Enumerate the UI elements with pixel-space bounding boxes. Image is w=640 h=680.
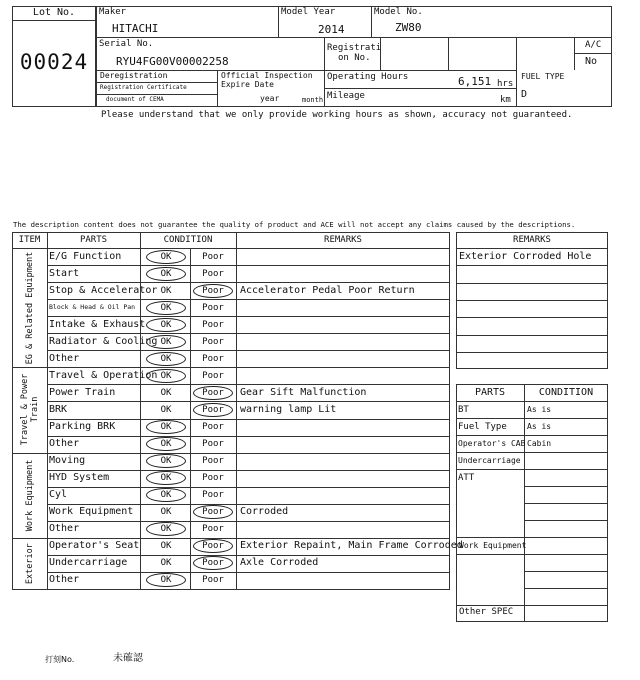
condition-poor: Poor <box>193 386 233 400</box>
right-condition-header: CONDITION <box>538 387 594 398</box>
serial-value: RYU4FG00V00002258 <box>116 55 229 68</box>
condition-ok: OK <box>146 454 186 468</box>
remark-text: Gear Sift Malfunction <box>240 386 367 398</box>
condition-poor: Poor <box>193 284 233 298</box>
fuel-type-label: FUEL TYPE <box>521 72 565 81</box>
stamp-value: 未確認 <box>113 653 143 664</box>
condition-poor: Poor <box>202 439 224 450</box>
part-name: Cyl <box>49 489 68 501</box>
registration-label-1: Registrati <box>327 43 382 53</box>
part-name: HYD System <box>49 472 110 484</box>
condition-ok: OK <box>146 318 186 332</box>
condition-ok: OK <box>146 335 186 349</box>
condition-poor: Poor <box>202 353 224 364</box>
km-unit: km <box>500 95 511 105</box>
ac-label: A/C <box>585 40 602 50</box>
condition-poor: Poor <box>202 319 224 330</box>
operating-hours-label: Operating Hours <box>327 72 409 82</box>
right-remarks-header: REMARKS <box>513 235 551 245</box>
right-part-condition: Cabin <box>527 439 552 448</box>
part-name: BRK <box>49 403 68 415</box>
condition-ok: OK <box>146 352 186 366</box>
part-name: Radiator & Cooling <box>49 335 158 347</box>
part-name: Moving <box>49 455 86 467</box>
condition-ok: OK <box>146 250 186 264</box>
right-part-name: BT <box>458 404 469 415</box>
condition-poor: Poor <box>202 370 224 381</box>
condition-poor: Poor <box>202 336 224 347</box>
condition-poor: Poor <box>193 505 233 519</box>
condition-ok: OK <box>160 558 172 569</box>
condition-ok: OK <box>146 301 186 315</box>
part-name: Block & Head & Oil Pan <box>49 303 136 312</box>
right-other-spec-label: Other SPEC <box>459 607 514 617</box>
deregistration-label: Deregistration <box>100 71 168 80</box>
condition-ok: OK <box>160 507 172 518</box>
part-name: Start <box>49 267 80 279</box>
header-parts: PARTS <box>79 235 108 245</box>
condition-poor: Poor <box>202 490 224 501</box>
lot-number: 00024 <box>19 50 89 74</box>
right-part-name: Undercarriage <box>458 455 521 465</box>
header-condition: CONDITION <box>163 235 213 245</box>
condition-poor: Poor <box>202 302 224 313</box>
condition-ok: OK <box>160 541 172 552</box>
month-label: month <box>302 96 324 104</box>
part-name: Undercarriage <box>49 557 128 569</box>
group-label: Exterior <box>25 542 35 584</box>
group-label: Travel & Power Train <box>20 374 40 446</box>
mileage-label: Mileage <box>327 91 365 101</box>
condition-poor: Poor <box>202 268 224 279</box>
condition-poor: Poor <box>202 456 224 467</box>
condition-ok: OK <box>146 369 186 383</box>
condition-ok: OK <box>146 573 186 587</box>
condition-poor: Poor <box>193 556 233 570</box>
maker-value: HITACHI <box>112 22 159 35</box>
remark-text: Exterior Repaint, Main Frame Corroded <box>240 540 463 552</box>
condition-poor: Poor <box>193 403 233 417</box>
disclaimer-text: The description content does not guarantee the quality of product and ACE will not accept any claims caused by the descriptions. <box>13 220 576 229</box>
ac-value: No <box>585 56 598 67</box>
right-remark-text: Exterior Corroded Hole <box>459 251 592 262</box>
model-no-value: ZW80 <box>395 21 422 34</box>
condition-ok: OK <box>146 420 186 434</box>
remark-text: Corroded <box>240 506 289 518</box>
part-name: Other <box>49 352 80 364</box>
right-parts-header: PARTS <box>474 387 506 398</box>
right-part-condition: As is <box>527 405 552 414</box>
operating-hours-value: 6,151 <box>458 75 492 88</box>
part-name: Work Equipment <box>49 506 134 518</box>
part-name: Stop & Accelerator <box>49 284 158 296</box>
maker-label: Maker <box>99 7 127 17</box>
header-remarks: REMARKS <box>324 235 362 245</box>
part-name: Power Train <box>49 386 116 398</box>
condition-ok: OK <box>146 522 186 536</box>
condition-ok: OK <box>146 267 186 281</box>
condition-ok: OK <box>146 437 186 451</box>
condition-ok: OK <box>160 404 172 415</box>
registration-label-2: on No. <box>338 53 371 63</box>
condition-ok: OK <box>146 471 186 485</box>
reg-cert-label: Registration Certificate <box>100 84 187 91</box>
condition-poor: Poor <box>202 422 224 432</box>
notice-text: Please understand that we only provide working hours as shown, accuracy not guaranteed. <box>101 110 573 120</box>
condition-poor: Poor <box>202 575 224 586</box>
right-work-equipment-label: Work Equipment <box>459 541 527 550</box>
lot-label: Lot No. <box>32 7 76 18</box>
right-part-name: Fuel Type <box>458 421 507 432</box>
stamp-label: 打刻No. <box>45 655 75 664</box>
year-label: year <box>260 94 280 103</box>
condition-ok: OK <box>160 387 172 398</box>
condition-poor: Poor <box>202 473 224 484</box>
part-name: Intake & Exhaust <box>49 318 146 330</box>
condition-poor: Poor <box>193 539 233 553</box>
right-part-name: ATT <box>458 472 475 483</box>
remark-text: Accelerator Pedal Poor Return <box>240 284 415 296</box>
serial-label: Serial No. <box>99 39 154 49</box>
group-label: Work Equipment <box>25 459 35 532</box>
part-name: Other <box>49 574 80 586</box>
hrs-unit: hrs <box>497 79 514 89</box>
part-name: Other <box>49 438 80 450</box>
model-no-label: Model No. <box>374 7 423 17</box>
header-item: ITEM <box>18 235 41 245</box>
part-name: Parking BRK <box>49 421 116 432</box>
right-part-condition: As is <box>527 422 552 431</box>
inspection-label-1: Official Inspection <box>221 71 313 80</box>
part-name: E/G Function <box>49 250 122 262</box>
model-year-label: Model Year <box>281 7 336 17</box>
condition-poor: Poor <box>202 524 224 535</box>
fuel-type-value: D <box>521 89 528 100</box>
part-name: Other <box>49 523 80 535</box>
group-label: EG & Related Equipment <box>25 251 35 364</box>
cema-label: document of CEMA <box>106 96 164 103</box>
part-name: Travel & Operation <box>49 369 158 381</box>
condition-ok: OK <box>146 488 186 502</box>
remark-text: Axle Corroded <box>240 557 319 569</box>
condition-ok: OK <box>160 285 172 296</box>
remark-text: warning lamp Lit <box>240 403 337 415</box>
right-part-name: Operator's CAB <box>458 438 526 448</box>
inspection-label-2: Expire Date <box>221 80 274 89</box>
condition-poor: Poor <box>202 251 224 262</box>
part-name: Operator's Seat <box>49 540 140 552</box>
model-year-value: 2014 <box>318 23 345 36</box>
